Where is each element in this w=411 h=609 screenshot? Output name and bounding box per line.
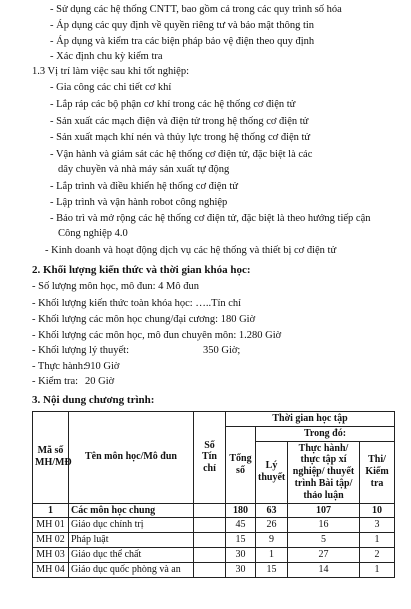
cell-theory: 1 xyxy=(256,547,288,562)
cell-exam: 10 xyxy=(360,503,395,518)
bullet-privacy: - Áp dụng các quy định về quyền riêng tư và bảo mật thông tin xyxy=(50,19,315,31)
col-header-total: Tổng số xyxy=(226,426,256,503)
col-header-name: Tên môn học/Mô đun xyxy=(69,412,194,504)
table-header-row xyxy=(33,412,395,427)
table-row xyxy=(33,562,395,577)
cell-practice: 14 xyxy=(288,562,360,577)
cell-total: 45 xyxy=(226,518,256,533)
col-header-study-time: Thời gian học tập xyxy=(226,412,395,427)
table-row xyxy=(33,518,395,533)
cell-theory: 63 xyxy=(256,503,288,518)
job-item: - Sản xuất các mạch điện và điện tử trong hệ thống cơ điện tử xyxy=(50,115,309,127)
cell-credits xyxy=(194,503,226,518)
cell-credits xyxy=(194,562,226,577)
job-item: - Bảo trì và mở rộng các hệ thống cơ điện tử, đặc biệt là theo hướng tiếp cận xyxy=(50,213,371,225)
cell-exam: 1 xyxy=(360,562,395,577)
job-item: - Lập trình và vận hành robot công nghiệp xyxy=(50,197,228,209)
course-volume-line: - Số lượng môn học, mô đun: 4 Mô đun xyxy=(32,281,199,293)
cell-name: Giáo dục chính trị xyxy=(69,518,194,533)
cell-name: Pháp luật xyxy=(69,533,194,548)
section-3-title: 3. Nội dung chương trình: xyxy=(32,394,155,406)
cell-theory: 26 xyxy=(256,518,288,533)
cell-credits xyxy=(194,518,226,533)
exam-hours-value: 20 Giờ xyxy=(85,376,115,387)
cell-total: 180 xyxy=(226,503,256,518)
cell-theory: 15 xyxy=(256,562,288,577)
cell-total: 15 xyxy=(226,533,256,548)
job-item: - Lắp ráp các bộ phận cơ khí trong các hệ thống cơ điện tử xyxy=(50,98,296,110)
bullet-electrical-protection: - Áp dụng và kiểm tra các biện pháp bảo vệ điện theo quy định xyxy=(50,35,315,47)
job-item: - Vận hành và giám sát các hệ thống cơ điện tử, đặc biệt là các xyxy=(50,149,313,161)
cell-exam: 2 xyxy=(360,547,395,562)
bullet-inspection-cycle: - Xác định chu kỳ kiểm tra xyxy=(50,50,163,62)
job-item: - Lắp trình và điều khiển hệ thống cơ điện tử xyxy=(50,180,238,192)
exam-hours-label: - Kiểm tra: xyxy=(32,376,79,387)
table-row xyxy=(33,533,395,548)
job-item: - Sản xuất mạch khí nén và thủy lực trong hệ thống cơ điện tử xyxy=(50,132,311,144)
cell-practice: 16 xyxy=(288,518,360,533)
cell-code: MH 03 xyxy=(33,547,69,562)
cell-code: MH 04 xyxy=(33,562,69,577)
job-item: - Kinh doanh và hoạt động dịch vụ các hệ thống và thiết bị cơ điện tử xyxy=(45,244,337,256)
program-content-table xyxy=(32,411,395,578)
cell-name: Giáo dục quốc phòng và an xyxy=(69,562,194,577)
practice-hours-label: - Thực hành: xyxy=(32,361,86,373)
cell-practice: 5 xyxy=(288,533,360,548)
cell-code: MH 02 xyxy=(33,533,69,548)
course-volume-line: - Khối lượng các môn học, mô đun chuyên môn: 1.280 Giờ xyxy=(32,329,282,341)
col-header-practice: Thực hành/ thực tập xí nghiệp/ thuyết trình Bài tập/ thảo luận xyxy=(288,441,360,503)
col-header-exam: Thi/ Kiểm tra xyxy=(360,441,395,503)
job-item: - Gia công các chi tiết cơ khí xyxy=(50,82,172,94)
col-header-theory: Lý thuyết xyxy=(256,441,288,503)
job-item-continuation: dây chuyền và nhà máy sản xuất tự động xyxy=(58,163,230,175)
cell-exam: 1 xyxy=(360,533,395,548)
practice-hours-value: 910 Giờ xyxy=(85,361,120,373)
table-group-row xyxy=(33,503,395,518)
section-1-3-title: 1.3 Vị trí làm việc sau khi tốt nghiệp: xyxy=(32,66,189,78)
bullet-it-systems: - Sử dụng các hệ thống CNTT, bao gồm cả trong các quy trình số hóa xyxy=(50,4,342,15)
cell-credits xyxy=(194,533,226,548)
cell-code: 1 xyxy=(33,503,69,518)
course-volume-line: - Khối lượng các môn học chung/đại cương: 180 Giờ xyxy=(32,313,256,325)
col-header-credits: Số Tín chỉ xyxy=(194,412,226,504)
cell-credits xyxy=(194,547,226,562)
cell-name: Giáo dục thể chất xyxy=(69,547,194,562)
table-row xyxy=(33,547,395,562)
job-item-continuation: Công nghiệp 4.0 xyxy=(58,228,128,240)
cell-exam: 3 xyxy=(360,518,395,533)
theory-hours-label: - Khối lượng lý thuyết: xyxy=(32,345,129,357)
course-volume-line: - Khối lượng kiến thức toàn khóa học: …..Tín chỉ xyxy=(32,297,242,309)
section-2-title: 2. Khối lượng kiến thức và thời gian khóa học: xyxy=(32,264,251,277)
cell-total: 30 xyxy=(226,562,256,577)
cell-practice: 107 xyxy=(288,503,360,518)
cell-name: Các môn học chung xyxy=(69,503,194,518)
cell-theory: 9 xyxy=(256,533,288,548)
col-header-of-which: Trong đó: xyxy=(256,426,395,441)
cell-practice: 27 xyxy=(288,547,360,562)
col-header-code: Mã số MH/MĐ xyxy=(33,412,69,504)
theory-hours-value: 350 Giờ; xyxy=(203,345,241,357)
cell-total: 30 xyxy=(226,547,256,562)
cell-code: MH 01 xyxy=(33,518,69,533)
